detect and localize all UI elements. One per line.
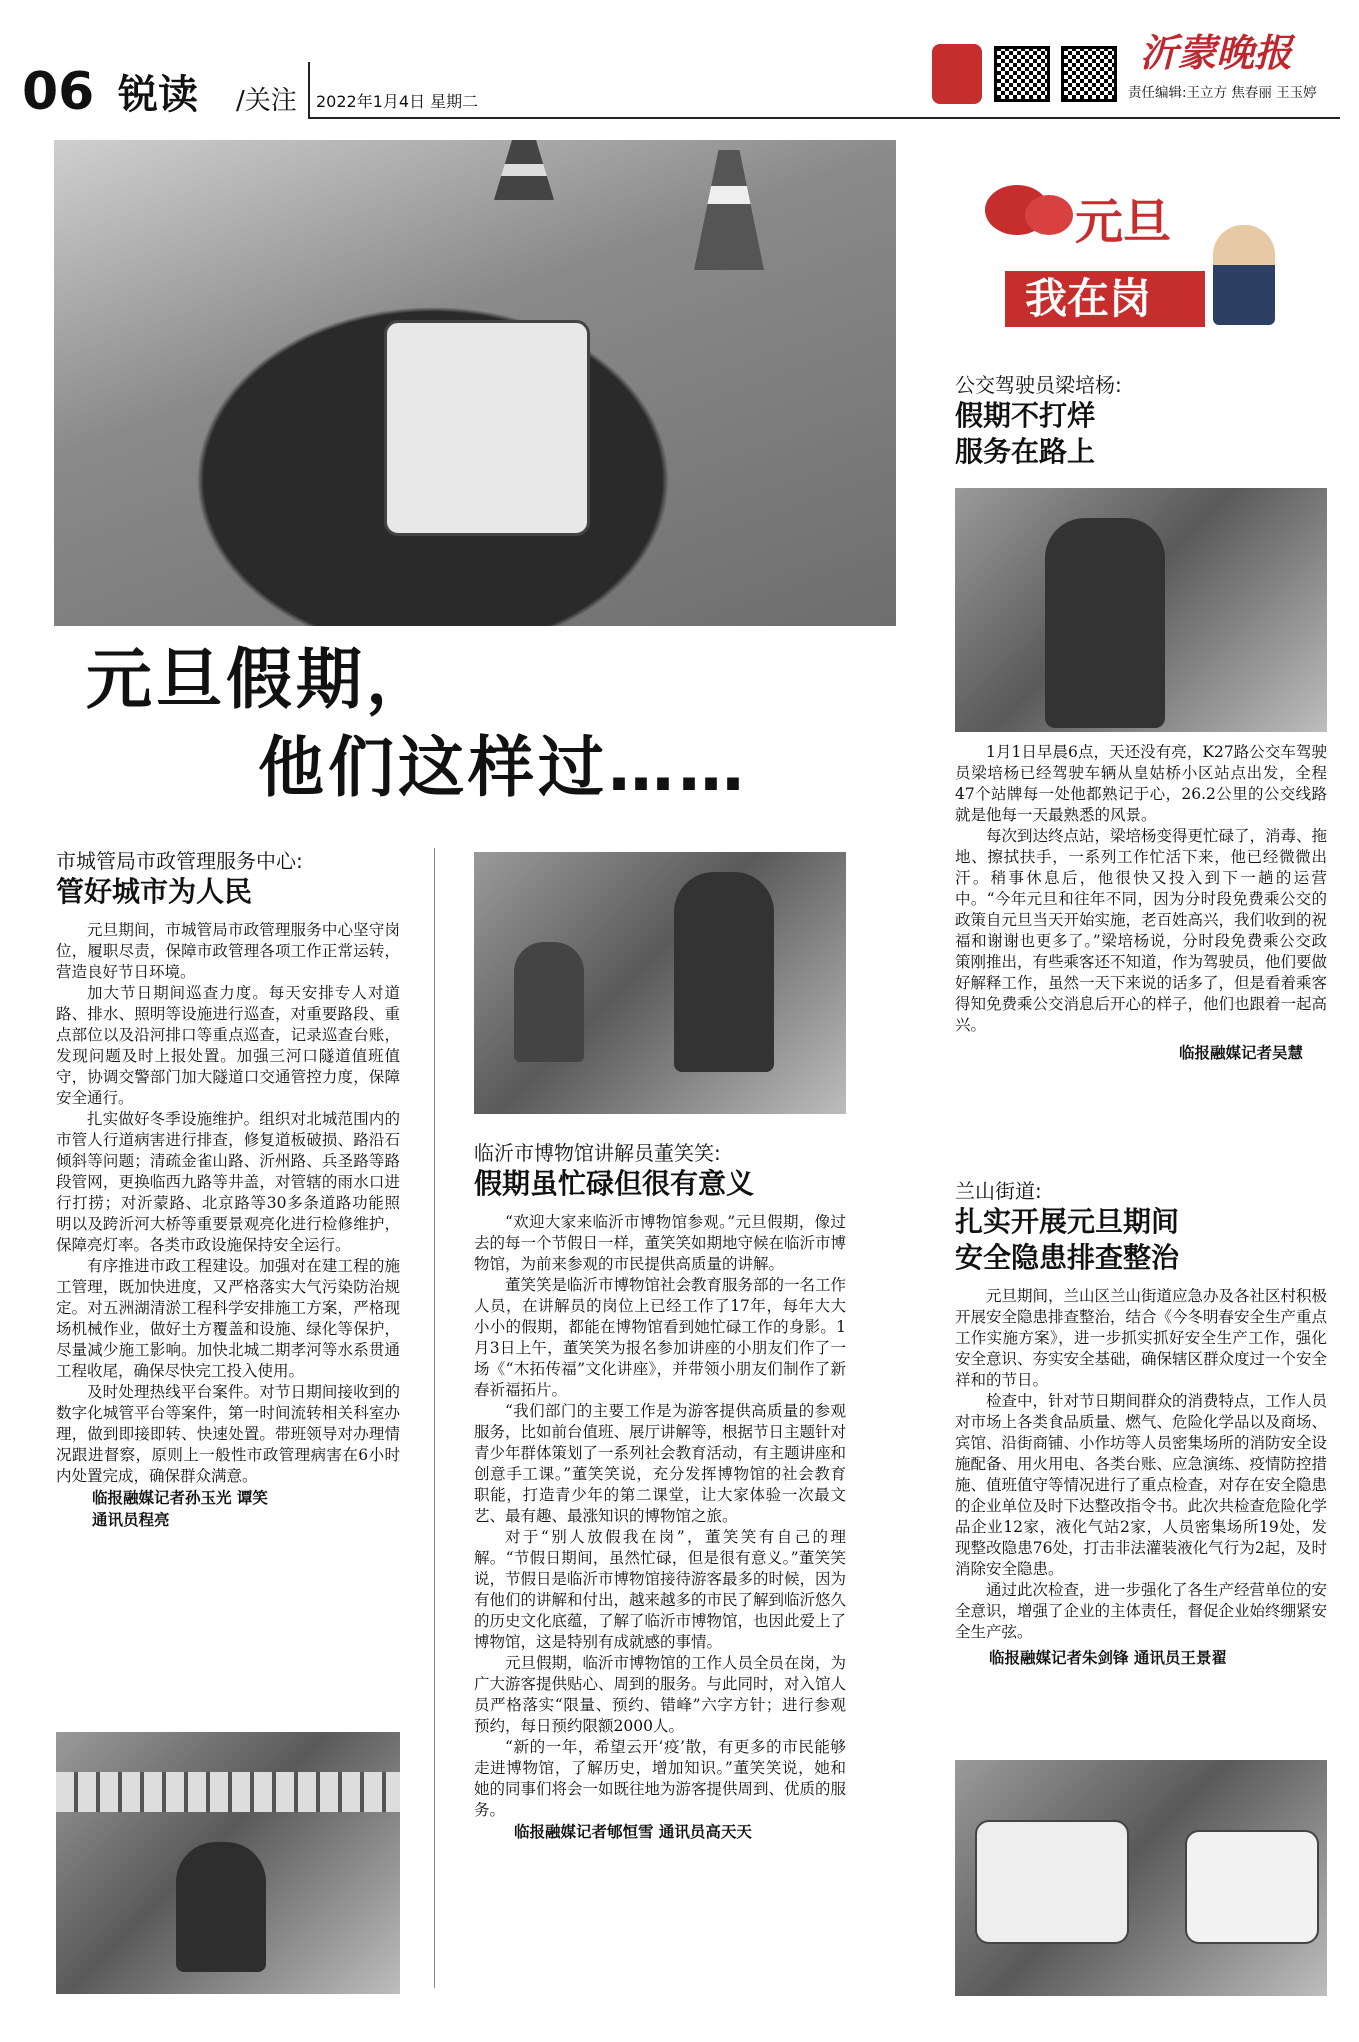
safety-inspection-photo — [955, 1760, 1327, 1996]
qr-code-icon — [1061, 46, 1117, 102]
guide-figure — [674, 872, 774, 1072]
logo-seal-icon — [932, 44, 982, 104]
headline-line-2: 他们这样过…… — [258, 729, 748, 806]
article-title: 假期不打烊 — [955, 399, 1096, 432]
article-bus-driver — [955, 372, 1327, 470]
article-bus-driver-body — [955, 742, 1327, 1064]
byline: 临报融媒记者孙玉光 谭笑 — [92, 1489, 268, 1507]
newspaper-logo: 沂蒙晚报 — [1140, 30, 1293, 75]
paragraph: 元旦期间，兰山区兰山街道应急办及各社区村积极开展安全隐患排查整治，结合《今冬明春安全生产重点工作实施方案》，进一步抓实抓好安全生产工作，强化安全意识、夯实安全基础，确保辖区群众度过一个安全祥和的节日。 — [955, 1287, 1328, 1389]
road-repair-photo — [54, 140, 896, 626]
compactor-machine — [384, 320, 590, 536]
issue-date: 2022年1月4日 星期二 — [316, 92, 479, 111]
article-kicker: 市城管局市政管理服务中心: — [56, 849, 303, 873]
paragraph: “新的一年，希望云开‘疫’散，有更多的市民能够走进博物馆，了解历史，增加知识。”董笑笑说，她和她的同事们将会一如既往地为游客提供周到、优质的服务。 — [474, 1738, 847, 1819]
qr-code-icon — [994, 46, 1050, 102]
page-number: 06 — [22, 62, 95, 122]
byline: 通讯员程亮 — [92, 1511, 170, 1529]
column-divider — [434, 848, 435, 1988]
paragraph: 及时处理热线平台案件。对节日期间接收到的数字化城管平台等案件，第一时间流转相关科室办理，做到即接即转、快速处置。带班领导对办理情况跟进督察，原则上一般性市政管理病害在6小时内处置完成，确保群众满意。 — [56, 1383, 400, 1485]
banner-title-1: 元旦 — [1075, 194, 1172, 250]
paragraph: “欢迎大家来临沂市博物馆参观。”元旦假期，像过去的每一个节假日一样，董笑笑如期地守候在临沂市博物馆，为前来参观的市民提供高质量的讲解。 — [474, 1213, 847, 1273]
article-kicker: 兰山街道: — [955, 1179, 1042, 1203]
paragraph: “我们部门的主要工作是为游客提供高质量的参观服务，比如前台值班、展厅讲解等，根据节日主题针对青少年群体策划了一系列社会教育活动，有主题讲座和创意手工课。”董笑笑说，充分发挥博物馆的社会教育职能，打造青少年的第二课堂，让大家体验一次最文艺、最有趣、最涨知识的博物馆之旅。 — [474, 1402, 847, 1525]
traffic-cone — [494, 140, 554, 200]
article-title: 安全隐患排查整治 — [955, 1241, 1180, 1274]
editors-line: 责任编辑:王立方 焦春丽 王玉婷 — [1128, 85, 1317, 101]
byline: 临报融媒记者朱剑锋 通讯员王景翟 — [989, 1649, 1227, 1667]
banner-yuandan — [985, 185, 1285, 335]
paragraph: 董笑笑是临沂市博物馆社会教育服务部的一名工作人员，在讲解员的岗位上已经工作了17年，每年大大小小的假期，都能在博物馆看到她忙碌工作的身影。1月3日上午，董笑笑为报名参加讲座的小朋友们作了一场《“木拓传福”文化讲座》，并带领小朋友们制作了新春祈福拓片。 — [474, 1276, 847, 1399]
museum-children-photo — [474, 852, 846, 1114]
maintenance-worker-photo — [56, 1732, 400, 1994]
paragraph: 有序推进市政工程建设。加强对在建工程的施工管理，既加快进度，又严格落实大气污染防治规定。对五洲湖清淤工程科学安排施工方案，严格现场机械作业，做好土方覆盖和设施、绿化等保护，尽量减少施工影响。加快北城二期孝河等水系贯通工程收尾，确保尽快完工投入使用。 — [56, 1257, 400, 1380]
banner-title-2: 我在岗 — [1025, 274, 1152, 323]
paragraph: 扎实做好冬季设施维护。组织对北城范围内的市管人行道病害进行排查，修复道板破损、路沿石倾斜等问题；清疏金雀山路、沂州路、兵圣路等路段管网，更换临西九路等井盖，对管辖的雨水口进行打捞；对沂蒙路、北京路等30多条道路功能照明以及跨沂河大桥等重要景观亮化进行检修维护，保障亮灯率。各类市政设施保持安全运行。 — [56, 1110, 400, 1254]
article-museum — [474, 1140, 846, 1843]
byline: 临报融媒记者郇恒雪 通讯员高天天 — [514, 1823, 752, 1841]
traffic-cone — [694, 150, 764, 270]
van-shape — [975, 1820, 1129, 1944]
article-title: 服务在路上 — [955, 435, 1096, 468]
article-kicker: 公交驾驶员梁培杨: — [955, 373, 1122, 397]
bus-driver-photo — [955, 488, 1327, 732]
worker-figure — [176, 1842, 266, 1972]
paragraph: 检查中，针对节日期间群众的消费特点，工作人员对市场上各类食品质量、燃气、危险化学品以及商场、宾馆、沿街商铺、小作坊等人员密集场所的消防安全设施配备、用火用电、各类台账、应急演练、疫情防控措施、值班值守等情况进行了重点检查，对存在安全隐患的企业单位及时下达整改指令书。此次共检查危险化学品企业12家，液化气站2家，人员密集场所19处，发现整改隐患76处，打击非法灌装液化气行为2起，及时消除安全隐患。 — [955, 1392, 1328, 1578]
paragraph: 元旦假期，临沂市博物馆的工作人员全员在岗，为广大游客提供贴心、周到的服务。与此同时，对入馆人员严格落实“限量、预约、错峰”六字方针；进行参观预约，每日预约限额2000人。 — [474, 1654, 847, 1735]
paragraph: 加大节日期间巡查力度。每天安排专人对道路、排水、照明等设施进行巡查，对重要路段、重点部位以及沿河排口等重点巡查，记录巡查台账，发现问题及时上报处置。加强三河口隧道值班值守，协调交警部门加大隧道口交通管控力度，保障安全通行。 — [56, 984, 400, 1107]
article-kicker: 临沂市博物馆讲解员董笑笑: — [474, 1141, 721, 1165]
header-rule-vertical — [308, 62, 310, 118]
article-city-management — [56, 848, 400, 1531]
paragraph: 元旦期间，市城管局市政管理服务中心坚守岗位，履职尽责，保障市政管理各项工作正常运转，营造良好节日环境。 — [56, 921, 400, 981]
byline: 临报融媒记者吴慧 — [1178, 1044, 1303, 1062]
article-title: 假期虽忙碌但很有意义 — [474, 1167, 755, 1200]
children-figure — [514, 942, 584, 1062]
subsection-name: /关注 — [236, 86, 297, 116]
header-rule — [308, 117, 1340, 119]
paragraph: 1月1日早晨6点，天还没有亮，K27路公交车驾驶员梁培杨已经驾驶车辆从皇姑桥小区站点出发，全程47个站牌每一处他都熟记于心，26.2公里的公交线路就是他每一天最熟悉的风景。 — [955, 743, 1327, 824]
paragraph: 对于“别人放假我在岗”，董笑笑有自己的理解。“节假日期间，虽然忙碌，但是很有意义。”董笑笑说，节假日是临沂市博物馆接待游客最多的时候，因为有他们的讲解和付出，越来越多的市民了解到临沂悠久的历史文化底蕴，了解了临沂市博物馆，也因此爱上了博物馆，这是特别有成就感的事情。 — [474, 1528, 847, 1651]
cartoon-person-icon — [1213, 225, 1275, 325]
van-shape — [1185, 1830, 1319, 1944]
lantern-icon — [1025, 195, 1073, 235]
page-header — [0, 0, 1359, 125]
section-name: 锐读 — [118, 72, 198, 118]
paragraph: 每次到达终点站，梁培杨变得更忙碌了，消毒、拖地、擦拭扶手，一系列工作忙活下来，他已经微微出汗。稍事休息后，他很快又投入到下一趟的运营中。“今年元旦和往年不同，因为分时段免费乘公交的政策自元旦当天开始实施，老百姓高兴，我们收到的祝福和谢谢也更多了。”梁培杨说，分时段免费乘公交政策刚推出，有些乘客还不知道，作为驾驶员，他们要做好解释工作，虽然一天下来说的话多了，但是看着乘客得知免费乘公交消息后开心的样子，他们也跟着一起高兴。 — [955, 827, 1328, 1034]
bus-driver-figure — [1045, 518, 1165, 728]
article-title: 扎实开展元旦期间 — [955, 1205, 1180, 1238]
article-title: 管好城市为人民 — [56, 875, 253, 908]
railing-shape — [56, 1772, 400, 1812]
headline-line-1: 元旦假期， — [86, 641, 436, 718]
paragraph: 通过此次检查，进一步强化了各生产经营单位的安全意识，增强了企业的主体责任，督促企业始终绷紧安全生产弦。 — [955, 1581, 1328, 1641]
article-lanshan — [955, 1178, 1327, 1669]
